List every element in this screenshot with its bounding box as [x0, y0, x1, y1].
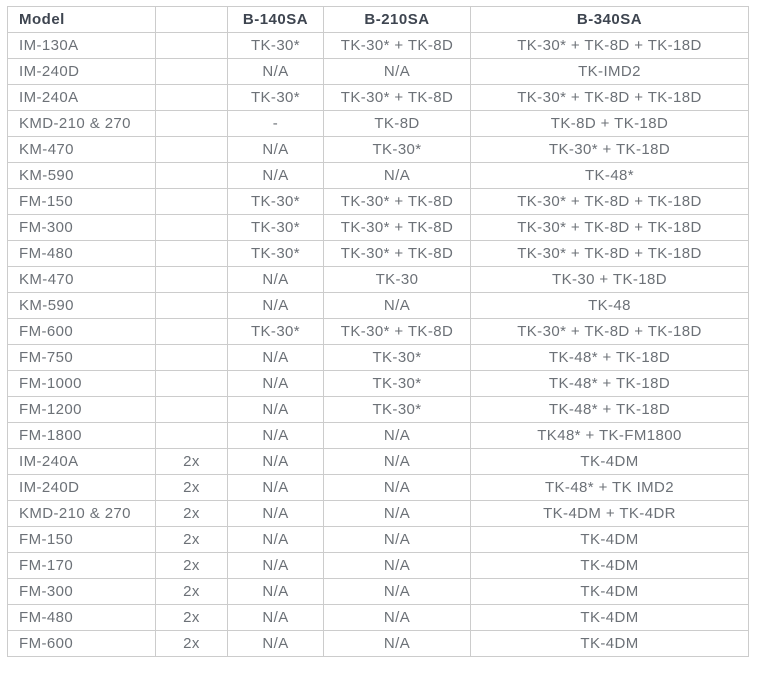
- cell-qty: 2x: [156, 605, 228, 631]
- cell-b340sa: TK-4DM: [471, 449, 749, 475]
- compatibility-table: [7, 6, 749, 657]
- cell-b210sa: N/A: [324, 631, 471, 657]
- cell-b140sa: -: [228, 111, 324, 137]
- cell-qty: [156, 319, 228, 345]
- cell-model: FM-1800: [8, 423, 156, 449]
- cell-b140sa: TK-30*: [228, 189, 324, 215]
- table-body: [8, 33, 749, 657]
- cell-model: KMD-210 & 270: [8, 501, 156, 527]
- table-row: [8, 33, 749, 59]
- cell-b140sa: N/A: [228, 59, 324, 85]
- cell-b210sa: N/A: [324, 449, 471, 475]
- cell-b140sa: N/A: [228, 267, 324, 293]
- cell-b210sa: N/A: [324, 59, 471, 85]
- table-row: [8, 345, 749, 371]
- header-b140sa: B-140SA: [228, 7, 324, 33]
- cell-model: FM-1200: [8, 397, 156, 423]
- cell-qty: 2x: [156, 553, 228, 579]
- table-row: [8, 579, 749, 605]
- header-b210sa: B-210SA: [324, 7, 471, 33]
- cell-b140sa: N/A: [228, 397, 324, 423]
- cell-b210sa: N/A: [324, 527, 471, 553]
- cell-b210sa: TK-30*: [324, 397, 471, 423]
- cell-b340sa: TK-48* + TK-18D: [471, 371, 749, 397]
- cell-model: FM-750: [8, 345, 156, 371]
- cell-model: FM-480: [8, 241, 156, 267]
- cell-model: FM-150: [8, 189, 156, 215]
- cell-model: IM-240D: [8, 59, 156, 85]
- cell-qty: [156, 397, 228, 423]
- cell-b340sa: TK-4DM: [471, 631, 749, 657]
- cell-qty: [156, 423, 228, 449]
- cell-model: KM-470: [8, 267, 156, 293]
- table-row: [8, 215, 749, 241]
- table-row: [8, 501, 749, 527]
- cell-b140sa: TK-30*: [228, 319, 324, 345]
- cell-b210sa: TK-30: [324, 267, 471, 293]
- cell-qty: [156, 59, 228, 85]
- cell-b210sa: TK-30*: [324, 137, 471, 163]
- cell-b210sa: N/A: [324, 475, 471, 501]
- cell-b140sa: N/A: [228, 475, 324, 501]
- table-row: [8, 111, 749, 137]
- cell-b140sa: N/A: [228, 345, 324, 371]
- cell-b140sa: N/A: [228, 293, 324, 319]
- cell-qty: 2x: [156, 631, 228, 657]
- cell-model: IM-240A: [8, 449, 156, 475]
- cell-b340sa: TK-30* + TK-8D + TK-18D: [471, 189, 749, 215]
- cell-b340sa: TK-30* + TK-8D + TK-18D: [471, 33, 749, 59]
- cell-b140sa: N/A: [228, 501, 324, 527]
- table-row: [8, 59, 749, 85]
- cell-qty: [156, 293, 228, 319]
- cell-b340sa: TK-30* + TK-8D + TK-18D: [471, 319, 749, 345]
- cell-model: KM-590: [8, 163, 156, 189]
- cell-b210sa: N/A: [324, 579, 471, 605]
- table-row: [8, 319, 749, 345]
- cell-b140sa: N/A: [228, 137, 324, 163]
- cell-b140sa: TK-30*: [228, 241, 324, 267]
- cell-b340sa: TK-4DM: [471, 553, 749, 579]
- table-row: [8, 293, 749, 319]
- cell-b210sa: TK-30*: [324, 371, 471, 397]
- cell-model: IM-130A: [8, 33, 156, 59]
- cell-b340sa: TK-30* + TK-8D + TK-18D: [471, 241, 749, 267]
- header-row: [8, 7, 749, 33]
- cell-b340sa: TK-30 + TK-18D: [471, 267, 749, 293]
- cell-b340sa: TK48* + TK-FM1800: [471, 423, 749, 449]
- cell-model: KM-590: [8, 293, 156, 319]
- cell-b210sa: TK-30* + TK-8D: [324, 189, 471, 215]
- cell-b340sa: TK-48: [471, 293, 749, 319]
- cell-b340sa: TK-48* + TK-18D: [471, 345, 749, 371]
- cell-b140sa: N/A: [228, 553, 324, 579]
- table-row: [8, 85, 749, 111]
- cell-qty: [156, 345, 228, 371]
- cell-b210sa: TK-30* + TK-8D: [324, 241, 471, 267]
- cell-b340sa: TK-4DM: [471, 527, 749, 553]
- table-row: [8, 241, 749, 267]
- cell-b340sa: TK-8D + TK-18D: [471, 111, 749, 137]
- cell-qty: [156, 163, 228, 189]
- cell-qty: [156, 241, 228, 267]
- cell-b210sa: N/A: [324, 553, 471, 579]
- cell-model: IM-240D: [8, 475, 156, 501]
- cell-b210sa: N/A: [324, 501, 471, 527]
- cell-b340sa: TK-48* + TK IMD2: [471, 475, 749, 501]
- cell-qty: [156, 85, 228, 111]
- cell-b140sa: N/A: [228, 631, 324, 657]
- table-row: [8, 527, 749, 553]
- cell-model: IM-240A: [8, 85, 156, 111]
- cell-b210sa: TK-30*: [324, 345, 471, 371]
- table-row: [8, 423, 749, 449]
- cell-b210sa: TK-8D: [324, 111, 471, 137]
- cell-b340sa: TK-30* + TK-18D: [471, 137, 749, 163]
- cell-model: FM-600: [8, 631, 156, 657]
- cell-b140sa: TK-30*: [228, 33, 324, 59]
- cell-qty: [156, 215, 228, 241]
- cell-b210sa: N/A: [324, 423, 471, 449]
- cell-b140sa: TK-30*: [228, 215, 324, 241]
- cell-b210sa: N/A: [324, 293, 471, 319]
- cell-b340sa: TK-30* + TK-8D + TK-18D: [471, 215, 749, 241]
- cell-b340sa: TK-30* + TK-8D + TK-18D: [471, 85, 749, 111]
- cell-b140sa: N/A: [228, 423, 324, 449]
- table-row: [8, 267, 749, 293]
- cell-model: FM-150: [8, 527, 156, 553]
- cell-b210sa: N/A: [324, 163, 471, 189]
- cell-model: FM-300: [8, 579, 156, 605]
- cell-qty: 2x: [156, 579, 228, 605]
- cell-qty: 2x: [156, 449, 228, 475]
- cell-qty: [156, 111, 228, 137]
- cell-b340sa: TK-4DM: [471, 579, 749, 605]
- cell-b210sa: TK-30* + TK-8D: [324, 319, 471, 345]
- cell-b210sa: TK-30* + TK-8D: [324, 85, 471, 111]
- cell-qty: [156, 267, 228, 293]
- table-row: [8, 449, 749, 475]
- cell-b210sa: TK-30* + TK-8D: [324, 215, 471, 241]
- cell-model: FM-600: [8, 319, 156, 345]
- table-row: [8, 371, 749, 397]
- cell-qty: 2x: [156, 501, 228, 527]
- table-row: [8, 475, 749, 501]
- cell-b140sa: TK-30*: [228, 85, 324, 111]
- cell-b340sa: TK-4DM: [471, 605, 749, 631]
- model-compatibility-table: [7, 6, 749, 657]
- cell-b210sa: TK-30* + TK-8D: [324, 33, 471, 59]
- table-row: [8, 397, 749, 423]
- cell-model: FM-300: [8, 215, 156, 241]
- cell-b340sa: TK-4DM + TK-4DR: [471, 501, 749, 527]
- cell-b140sa: N/A: [228, 527, 324, 553]
- cell-qty: [156, 189, 228, 215]
- cell-b140sa: N/A: [228, 163, 324, 189]
- cell-b140sa: N/A: [228, 371, 324, 397]
- cell-qty: 2x: [156, 527, 228, 553]
- header-model: Model: [8, 7, 156, 33]
- table-row: [8, 189, 749, 215]
- cell-b140sa: N/A: [228, 579, 324, 605]
- cell-b140sa: N/A: [228, 449, 324, 475]
- cell-qty: 2x: [156, 475, 228, 501]
- cell-b210sa: N/A: [324, 605, 471, 631]
- table-row: [8, 553, 749, 579]
- header-qty: [156, 7, 228, 33]
- cell-qty: [156, 371, 228, 397]
- cell-model: KMD-210 & 270: [8, 111, 156, 137]
- cell-qty: [156, 33, 228, 59]
- cell-b340sa: TK-IMD2: [471, 59, 749, 85]
- cell-model: KM-470: [8, 137, 156, 163]
- cell-qty: [156, 137, 228, 163]
- table-row: [8, 137, 749, 163]
- table-row: [8, 163, 749, 189]
- cell-b140sa: N/A: [228, 605, 324, 631]
- cell-b340sa: TK-48* + TK-18D: [471, 397, 749, 423]
- table-row: [8, 631, 749, 657]
- cell-model: FM-170: [8, 553, 156, 579]
- table-row: [8, 605, 749, 631]
- cell-model: FM-1000: [8, 371, 156, 397]
- cell-b340sa: TK-48*: [471, 163, 749, 189]
- cell-model: FM-480: [8, 605, 156, 631]
- header-b340sa: B-340SA: [471, 7, 749, 33]
